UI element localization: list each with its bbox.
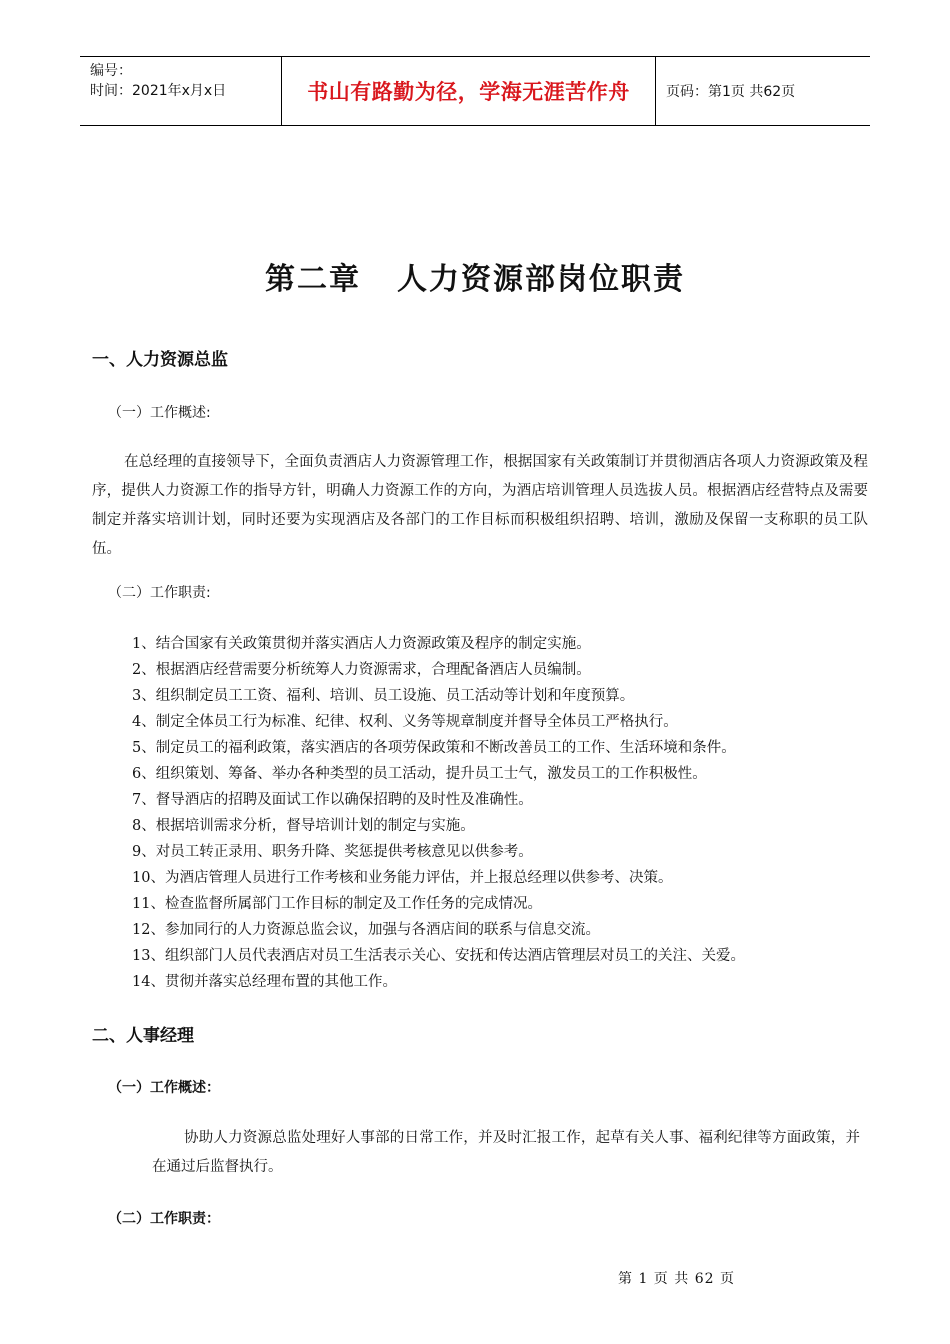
header-page-info: 页码：第1页 共62页	[666, 84, 796, 100]
list-item: 10、为酒店管理人员进行工作考核和业务能力评估，并上报总经理以供参考、决策。	[132, 870, 673, 886]
list-item: 4、制定全体员工行为标准、纪律、权利、义务等规章制度并督导全体员工严格执行。	[132, 714, 678, 730]
list-item: 14、贯彻并落实总经理布置的其他工作。	[132, 974, 397, 990]
subsection-heading-duties: （二）工作职责:	[108, 585, 211, 601]
chapter-title	[0, 254, 950, 298]
section-heading-personnel-manager: 二、人事经理	[92, 1026, 194, 1046]
list-item: 3、组织制定员工工资、福利、培训、员工设施、员工活动等计划和年度预算。	[132, 688, 635, 704]
header-motto: 书山有路勤为径，学海无涯苦作舟	[307, 80, 630, 104]
subsection-heading-duties-2: （二）工作职责：	[108, 1211, 220, 1227]
header-number-label: 编号：	[90, 63, 132, 79]
list-item: 8、根据培训需求分析，督导培训计划的制定与实施。	[132, 818, 475, 834]
overview-paragraph-2: 协助人力资源总监处理好人事部的日常工作，并及时汇报工作，起草有关人事、福利纪律等方面政策，并在通过后监督执行。	[152, 1130, 860, 1175]
header-time-label: 时间：2021年x月x日	[90, 83, 227, 99]
list-item: 11、检查监督所属部门工作目标的制定及工作任务的完成情况。	[132, 896, 542, 912]
list-item: 6、组织策划、筹备、举办各种类型的员工活动，提升员工士气，激发员工的工作积极性。	[132, 766, 707, 782]
duties-list	[132, 631, 745, 995]
subsection-heading-overview-2: （一）工作概述：	[108, 1080, 220, 1096]
list-item: 2、根据酒店经营需要分析统筹人力资源需求，合理配备酒店人员编制。	[132, 662, 591, 678]
header-motto-cell	[282, 57, 656, 125]
chapter-name: 人力资源部岗位职责	[397, 262, 685, 297]
header-meta	[80, 57, 282, 125]
list-item: 9、对员工转正录用、职务升降、奖惩提供考核意见以供参考。	[132, 844, 533, 860]
list-item: 7、督导酒店的招聘及面试工作以确保招聘的及时性及准确性。	[132, 792, 533, 808]
overview-paragraph: 在总经理的直接领导下，全面负责酒店人力资源管理工作，根据国家有关政策制订并贯彻酒店各项人力资源政策及程序，提供人力资源工作的指导方针，明确人力资源工作的方向，为酒店培训管理人员选拔人员。根据酒店经营特点及需要制定并落实培训计划，同时还要为实现酒店及各部门的工作目标而积极组织招聘、培训，激励及保留一支称职的员工队伍。	[92, 454, 868, 557]
document-header	[80, 56, 870, 126]
page-footer: 第 1 页 共 62 页	[618, 1271, 735, 1287]
list-item: 1、结合国家有关政策贯彻并落实酒店人力资源政策及程序的制定实施。	[132, 636, 591, 652]
list-item: 12、参加同行的人力资源总监会议，加强与各酒店间的联系与信息交流。	[132, 922, 600, 938]
subsection-heading-overview: （一）工作概述:	[108, 405, 211, 421]
list-item: 13、组织部门人员代表酒店对员工生活表示关心、安抚和传达酒店管理层对员工的关注、关爱。	[132, 948, 745, 964]
chapter-number: 第二章	[265, 262, 361, 297]
list-item: 5、制定员工的福利政策，落实酒店的各项劳保政策和不断改善员工的工作、生活环境和条件。	[132, 740, 736, 756]
section-heading-hr-director: 一、人力资源总监	[92, 350, 228, 370]
